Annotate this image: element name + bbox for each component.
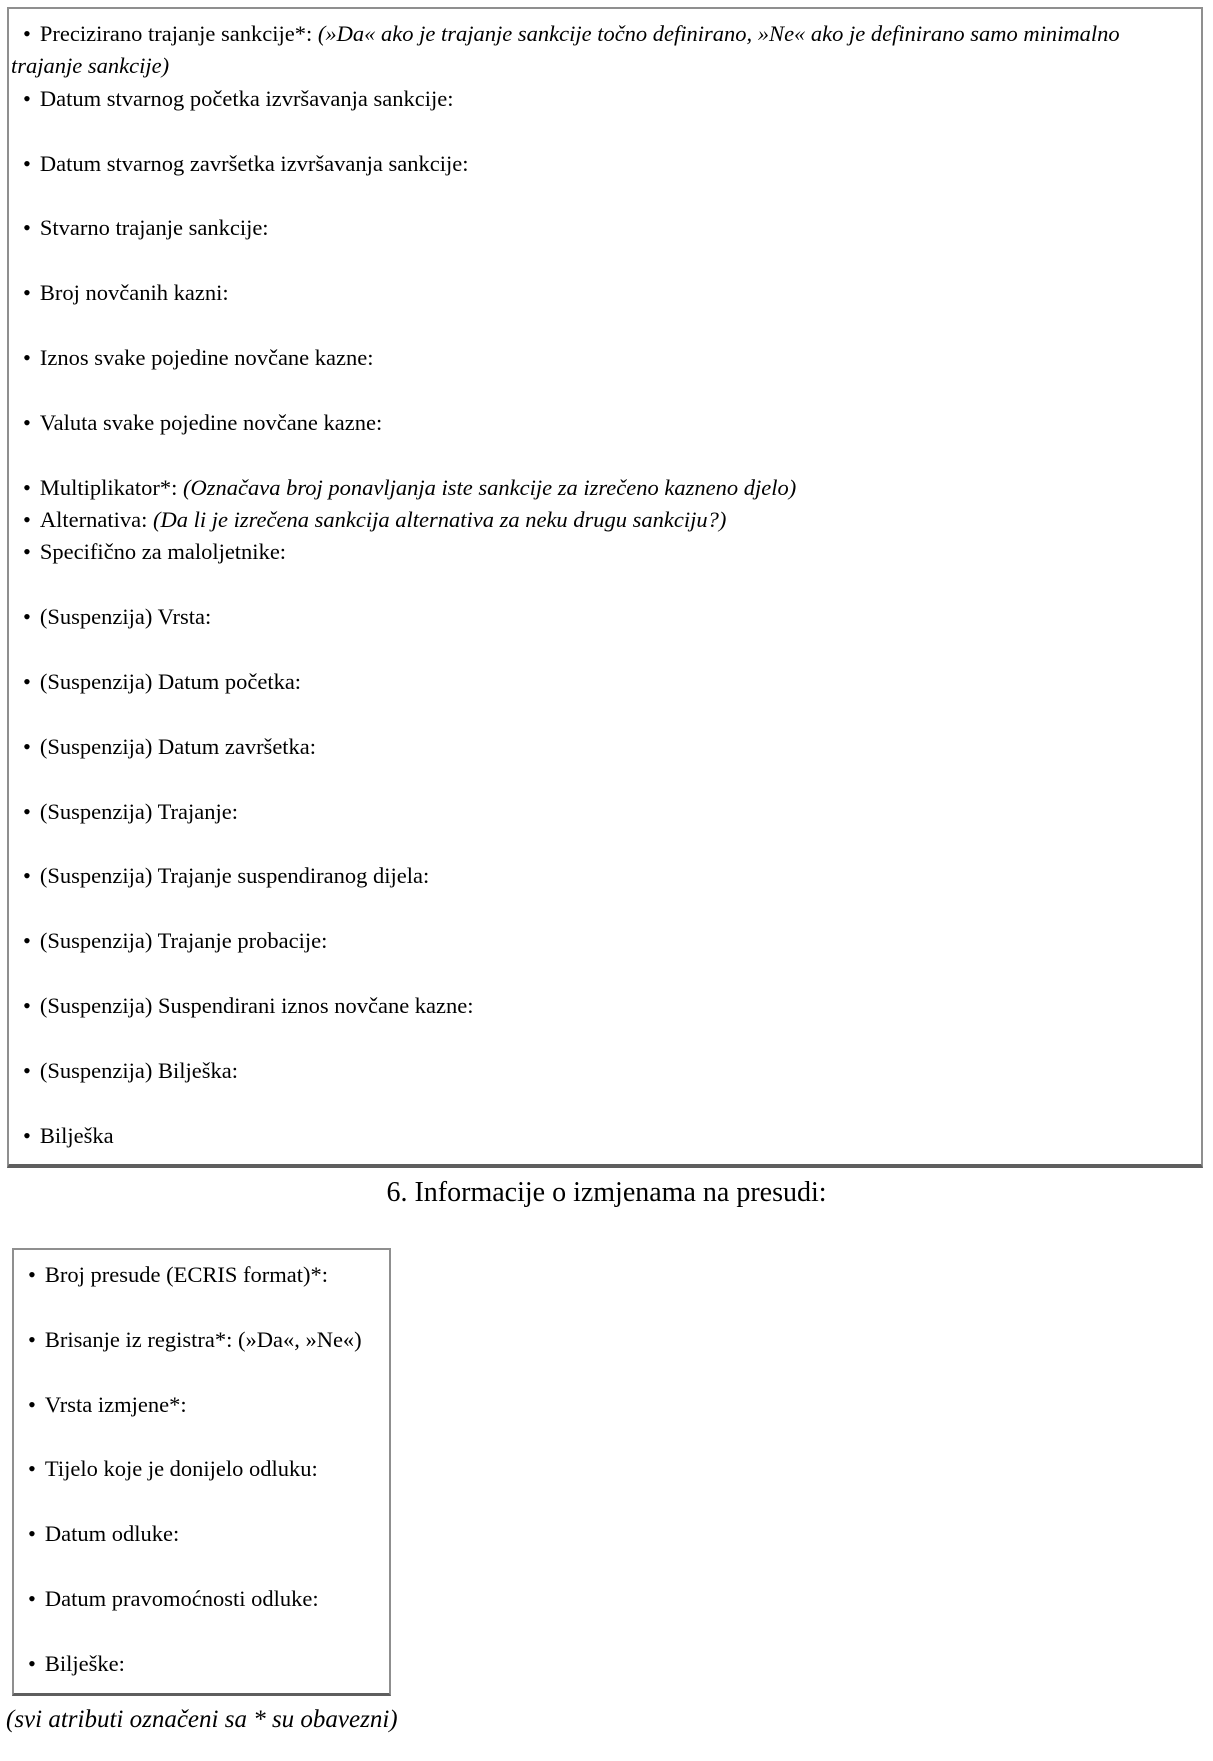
bullet-icon: •	[23, 150, 31, 176]
list-item	[16, 1259, 385, 1291]
bullet-icon: •	[23, 280, 31, 306]
list-item	[11, 536, 1191, 568]
list-item	[11, 277, 1191, 309]
bullet-icon: •	[28, 1456, 36, 1482]
bullet-icon: •	[23, 992, 31, 1018]
bullet-icon: •	[28, 1391, 36, 1417]
list-item	[11, 731, 1191, 763]
item-label: (Suspenzija) Bilješka:	[39, 1057, 238, 1083]
bullet-icon: •	[23, 409, 31, 435]
list-item	[11, 18, 1191, 83]
item-label: Broj novčanih kazni:	[39, 280, 229, 306]
item-label: Broj presude (ECRIS format)*:	[44, 1261, 328, 1287]
item-label: Iznos svake pojedine novčane kazne:	[39, 345, 374, 370]
item-note: (Označava broj ponavljanja iste sankcije za izrečeno kazneno djelo)	[183, 474, 797, 500]
bullet-icon: •	[23, 928, 31, 954]
bullet-icon: •	[23, 539, 31, 565]
item-label: Specifično za maloljetnike:	[39, 539, 287, 565]
sanctions-info-box	[7, 7, 1203, 1168]
item-note: (Da li je izrečena sankcija alternativa za neku drugu sankciju?)	[152, 507, 727, 532]
list-item	[11, 601, 1191, 633]
item-label: Valuta svake pojedine novčane kazne:	[39, 409, 383, 435]
list-item	[11, 342, 1191, 374]
item-note: (»Da«, »Ne«)	[237, 1326, 362, 1352]
list-item	[11, 666, 1191, 698]
item-note: (»Da« ako je trajanje sankcije točno definirano, »Ne« ako je definirano samo minimalno trajanje sankcije)	[11, 21, 1120, 79]
item-label: Datum stvarnog završetka izvršavanja sankcije:	[39, 150, 469, 176]
bullet-icon: •	[23, 798, 31, 824]
bullet-icon: •	[28, 1650, 36, 1676]
item-label: (Suspenzija) Datum početka:	[39, 669, 302, 694]
bullet-icon: •	[23, 669, 31, 694]
item-label: Vrsta izmjene*:	[44, 1391, 187, 1417]
bullet-icon: •	[23, 733, 31, 759]
item-label: (Suspenzija) Datum završetka:	[39, 733, 317, 759]
item-label: (Suspenzija) Trajanje probacije:	[39, 928, 328, 954]
list-item	[11, 925, 1191, 957]
list-item	[11, 212, 1191, 244]
list-item	[11, 472, 1191, 504]
bullet-icon: •	[23, 345, 31, 370]
bullet-icon: •	[23, 1057, 31, 1083]
amendments-info-box	[12, 1248, 391, 1696]
item-label: Alternativa:	[39, 507, 148, 532]
bullet-icon: •	[23, 604, 31, 630]
list-item	[16, 1453, 385, 1485]
bullet-icon: •	[23, 85, 31, 111]
bullet-icon: •	[23, 215, 31, 241]
item-label: Bilješke:	[44, 1650, 125, 1676]
list-item	[11, 1120, 1191, 1152]
list-item	[11, 407, 1191, 439]
list-item	[11, 990, 1191, 1022]
list-item	[11, 796, 1191, 828]
item-label: (Suspenzija) Trajanje:	[39, 798, 238, 824]
bullet-icon: •	[23, 21, 31, 46]
list-item	[11, 1055, 1191, 1087]
bullet-icon: •	[23, 507, 31, 532]
list-item	[11, 504, 1191, 536]
item-label: Datum pravomoćnosti odluke:	[44, 1585, 319, 1611]
section-heading: 6. Informacije o izmjenama na presudi:	[386, 1176, 827, 1208]
item-label: Multiplikator*:	[39, 474, 178, 500]
list-item	[11, 83, 1191, 115]
list-item	[16, 1324, 385, 1356]
item-label: (Suspenzija) Vrsta:	[39, 604, 212, 630]
bullet-icon: •	[23, 474, 31, 500]
item-label: Brisanje iz registra*:	[44, 1326, 233, 1352]
list-item	[11, 148, 1191, 180]
bullet-icon: •	[28, 1521, 36, 1547]
list-item	[16, 1389, 385, 1421]
bullet-icon: •	[28, 1585, 36, 1611]
item-label: Datum stvarnog početka izvršavanja sankcije:	[39, 85, 454, 111]
item-label: Datum odluke:	[44, 1521, 180, 1547]
bullet-icon: •	[23, 863, 31, 889]
item-label: Bilješka	[39, 1122, 114, 1148]
item-label: Precizirano trajanje sankcije*:	[39, 21, 313, 46]
list-item	[16, 1518, 385, 1550]
item-label: (Suspenzija) Suspendirani iznos novčane kazne:	[39, 992, 474, 1018]
item-label: (Suspenzija) Trajanje suspendiranog dijela:	[39, 863, 430, 889]
bullet-icon: •	[28, 1326, 36, 1352]
bullet-icon: •	[23, 1122, 31, 1148]
item-label: Tijelo koje je donijelo odluku:	[44, 1456, 318, 1482]
item-label: Stvarno trajanje sankcije:	[39, 215, 269, 241]
list-item	[11, 860, 1191, 892]
list-item	[16, 1583, 385, 1615]
bullet-icon: •	[28, 1261, 36, 1287]
list-item	[16, 1648, 385, 1680]
footnote: (svi atributi označeni sa * su obavezni)	[6, 1706, 398, 1734]
